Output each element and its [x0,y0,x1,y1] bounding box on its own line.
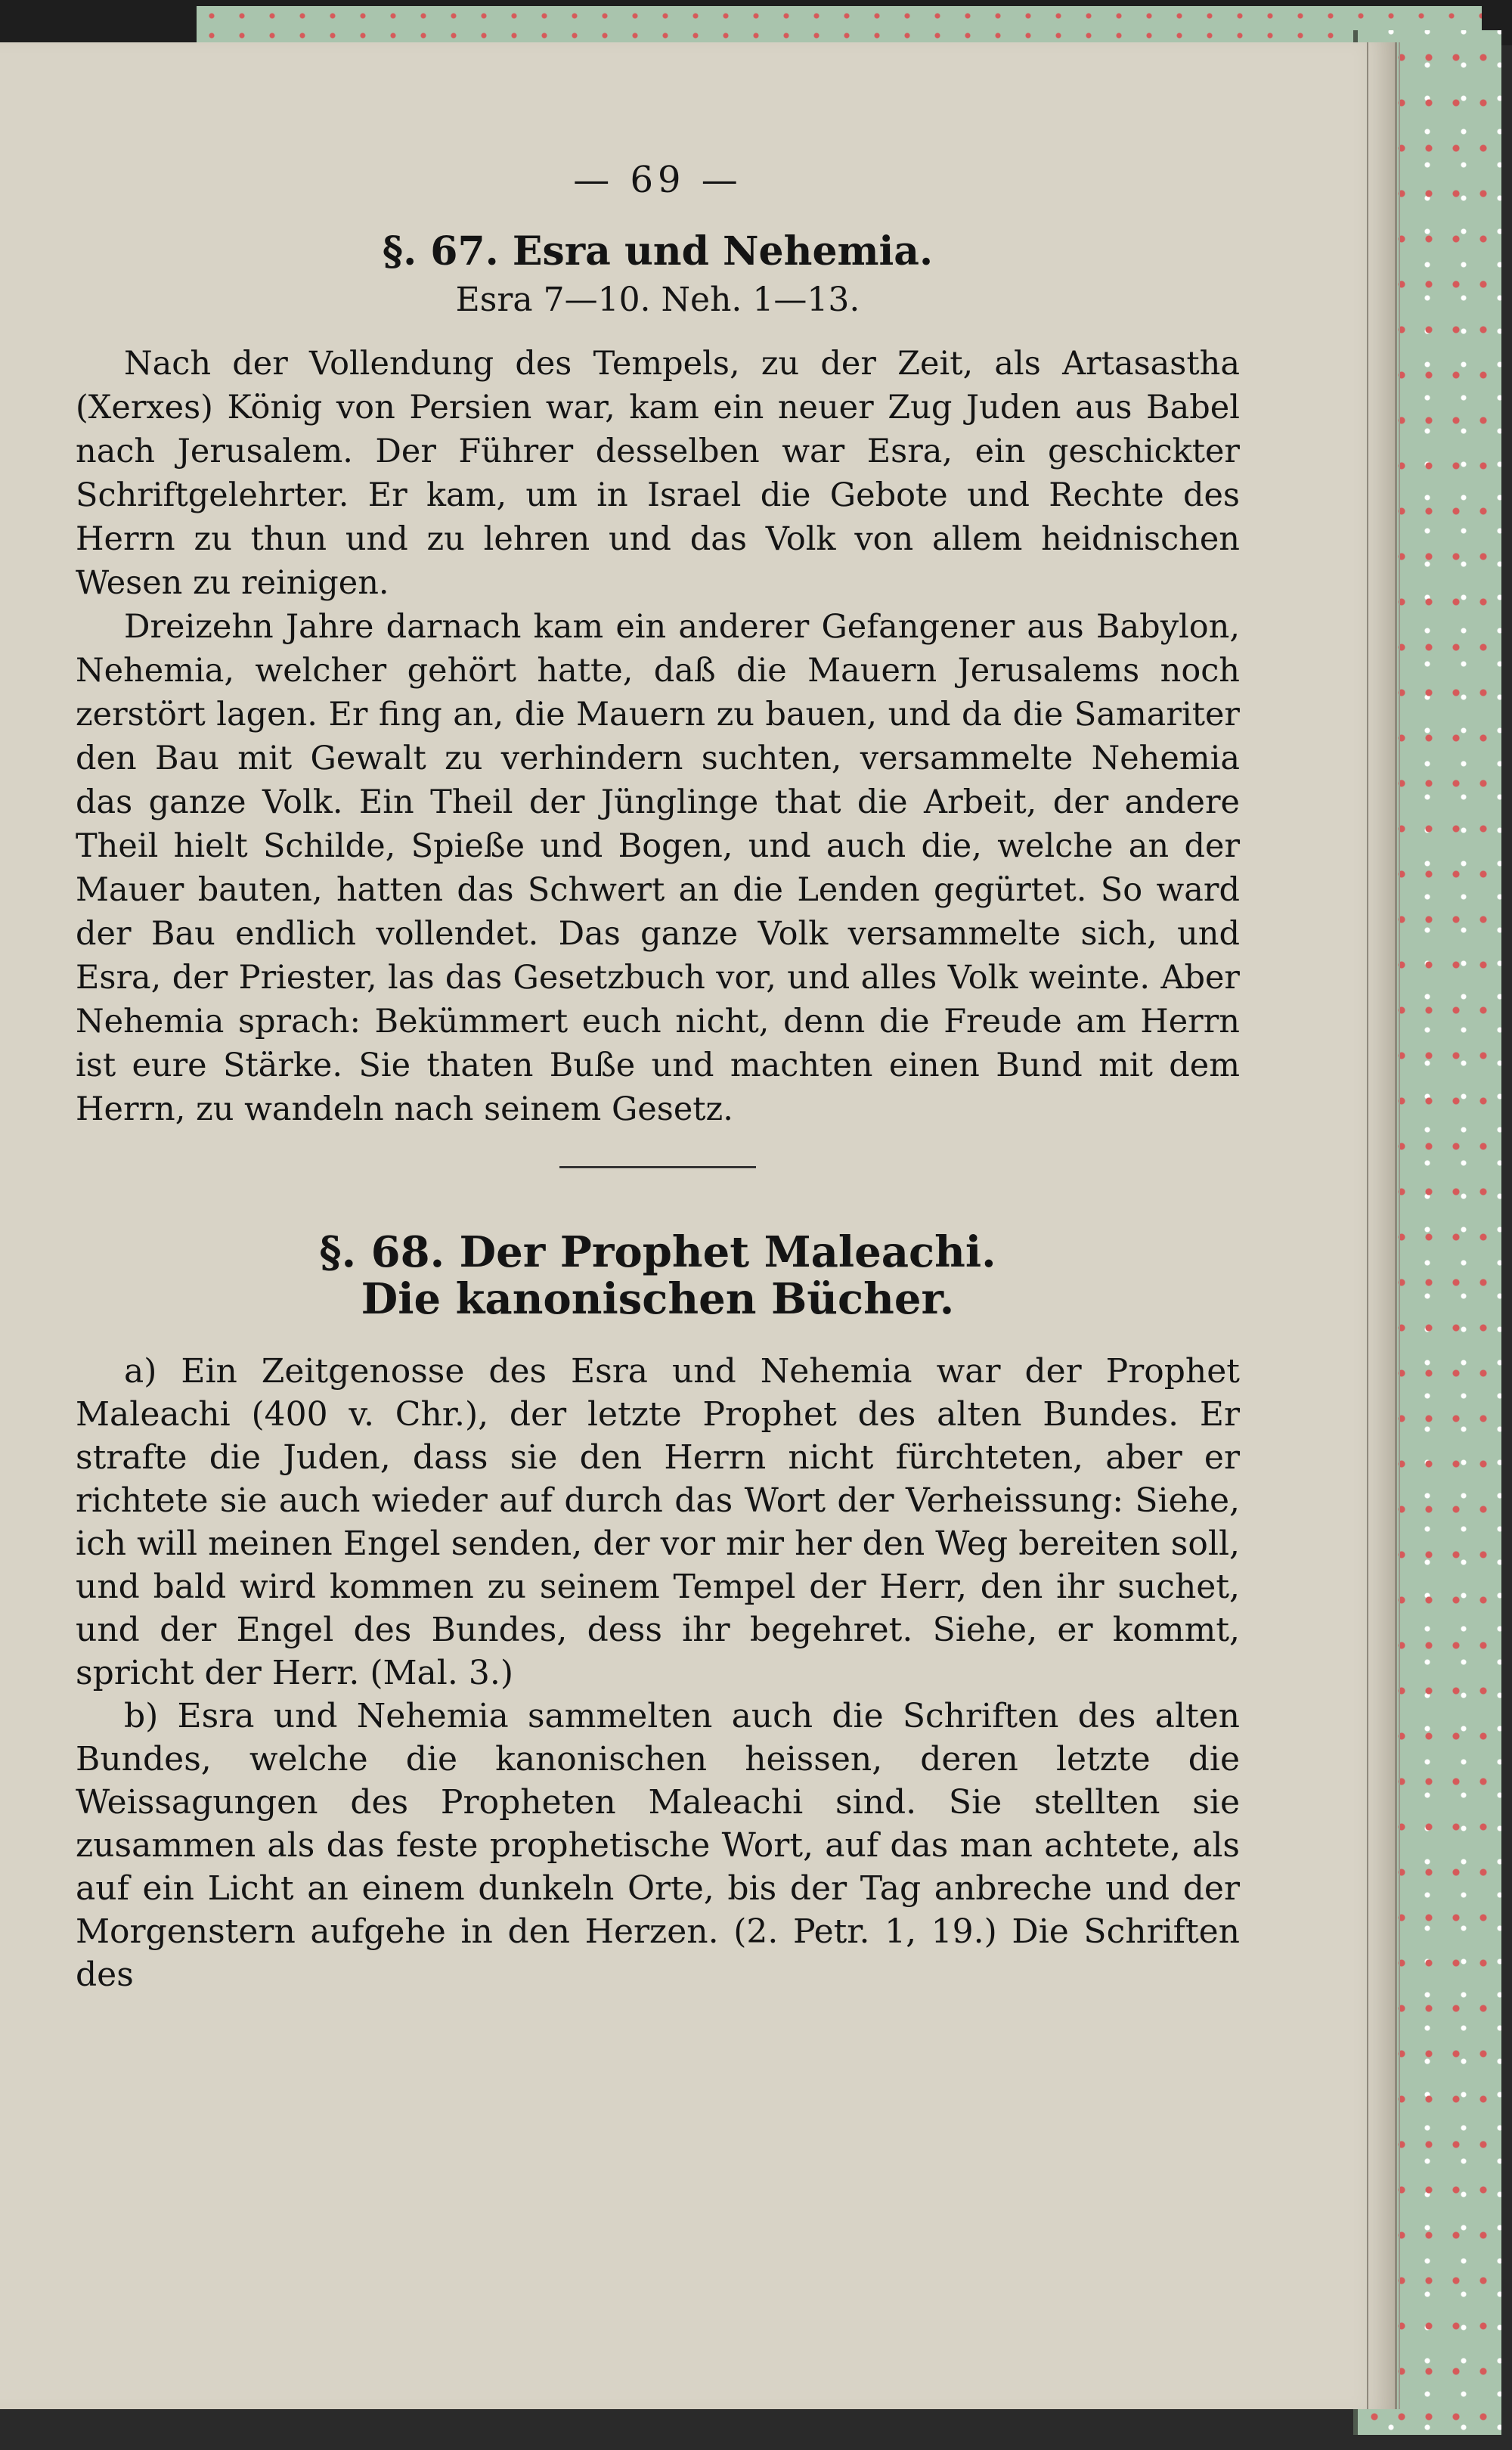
page-edges [1367,42,1400,2409]
section-68-title-line-2: Die kanonischen Bücher. [361,1274,955,1324]
section-67-reference: Esra 7—10. Neh. 1—13. [455,281,860,319]
section-67-paragraph-1: Nach der Vollendung des Tempels, zu der Zeit, als Artasastha (Xerxes) König von Persien war, kam ein neuer Zug Juden aus Babel nach Jerusalem. Der Führer desselben war Esra, ein geschickter Schriftgelehrter. Er kam, um in Israel die Gebote und Rechte des Herrn zu thun und zu lehren und das Volk von allem heidnischen Wesen zu reinigen. [76,345,1240,602]
page-content [76,159,1240,1996]
section-68-title-line-1: §. 68. Der Prophet Maleachi. [319,1227,996,1277]
section-68-title [76,1229,1240,1323]
section-68-paragraph-a: a) Ein Zeitgenosse des Esra und Nehemia war der Prophet Maleachi (400 v. Chr.), der letzte Prophet des alten Bundes. Er strafte die Juden, dass sie den Herrn nicht fürchteten, aber er richtete sie auch wieder auf durch das Wort der Verheissung: Siehe, ich will meinen Engel senden, der vor mir her den Weg bereiten soll, und bald wird kommen zu seinem Tempel der Herr, den ihr suchet, und der Engel des Bundes, dess ihr begehret. Siehe, er kommt, spricht der Herr. (Mal. 3.) [76,1352,1240,1692]
section-67-title: §. 67. Esra und Nehemia. [382,228,934,274]
section-divider [559,1166,756,1168]
section-68-paragraph-b: b) Esra und Nehemia sammelten auch die Schriften des alten Bundes, welche die kanonischen heissen, deren letzte die Weissagungen des Propheten Maleachi sind. Sie stellten sie zusammen als das feste prophetische Wort, auf das man achtete, als auf ein Licht an einem dunkeln Orte, bis der Tag anbreche und der Morgenstern aufgehe in den Herzen. (2. Petr. 1, 19.) Die Schriften des [76,1697,1240,1994]
section-67-paragraph-2: Dreizehn Jahre darnach kam ein anderer Gefangener aus Babylon, Nehemia, welcher gehört hatte, daß die Mauern Jerusalems noch zerstört lagen. Er fing an, die Mauern zu bauen, und da die Samariter den Bau mit Gewalt zu verhindern suchten, versammelte Nehemia das ganze Volk. Ein Theil der Jünglinge that die Arbeit, der andere Theil hielt Schilde, Spieße und Bogen, und auch die, welche an der Mauer bauten, hatten das Schwert an die Lenden gegürtet. So ward der Bau endlich vollendet. Das ganze Volk versammelte sich, und Esra, der Priester, las das Gesetzbuch vor, und alles Volk weinte. Aber Nehemia sprach: Bekümmert euch nicht, denn die Freude am Herrn ist eure Stärke. Sie thaten Buße und machten einen Bund mit dem Herrn, zu wandeln nach seinem Gesetz. [76,608,1240,1128]
page-number: — 69 — [573,159,742,201]
